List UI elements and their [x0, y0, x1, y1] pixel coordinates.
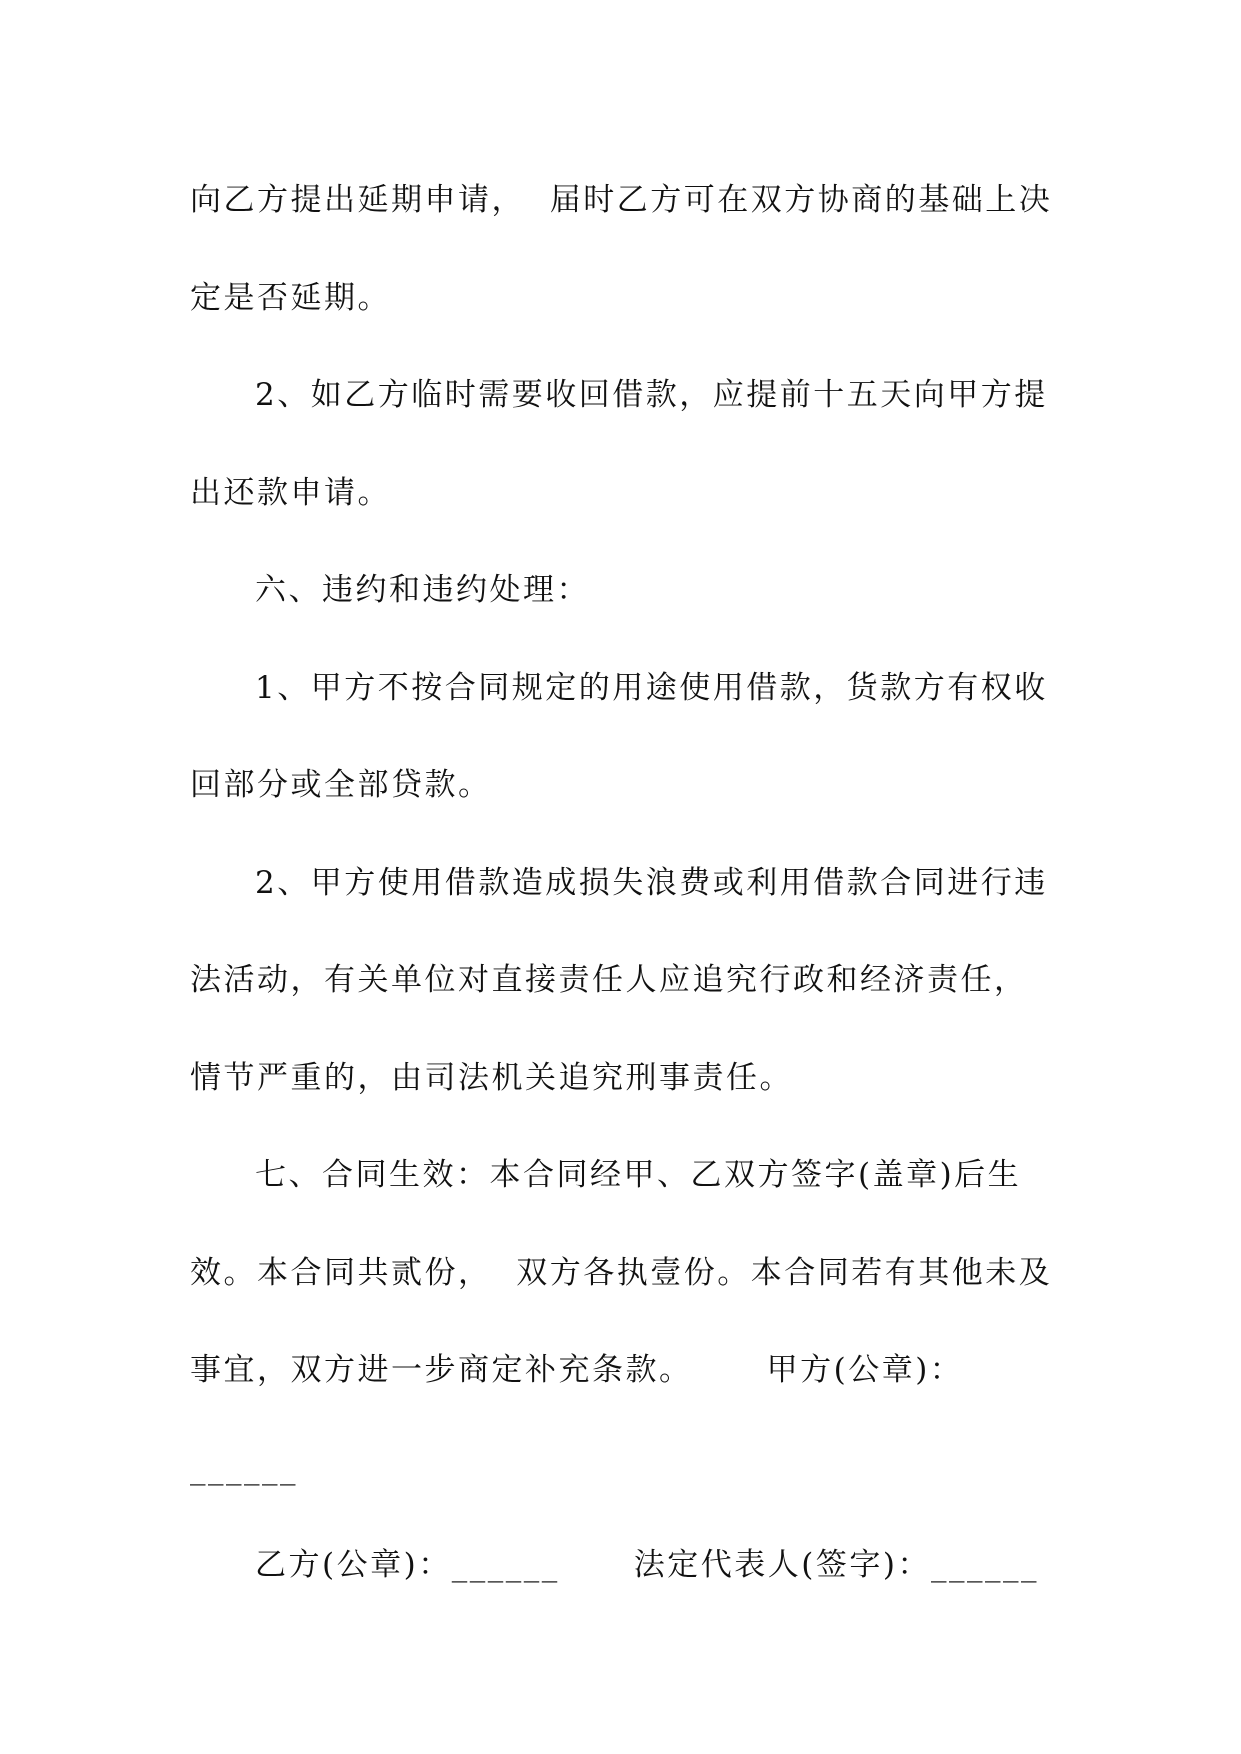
signature-blank: ______	[190, 1450, 298, 1486]
body-text-line: 回部分或全部贷款。	[190, 767, 492, 803]
body-text-line: 定是否延期。	[190, 280, 391, 316]
clause-text-line: 1、甲方不按合同规定的用途使用借款，货款方有权收	[255, 670, 1048, 706]
body-text-line: 情节严重的，由司法机关追究刑事责任。	[190, 1060, 793, 1096]
body-text-line: 出还款申请。	[190, 475, 391, 511]
body-text-line: 向乙方提出延期申请， 届时乙方可在双方协商的基础上决	[190, 182, 1053, 218]
clause-text-line: 2、如乙方临时需要收回借款，应提前十五天向甲方提	[255, 377, 1048, 413]
body-text-line: 法活动，有关单位对直接责任人应追究行政和经济责任，	[190, 962, 1028, 998]
signature-line: 乙方(公章)：______ 法定代表人(签字)：______	[255, 1547, 1039, 1583]
section-heading: 六、违约和违约处理：	[255, 572, 590, 608]
body-text-line: 事宜，双方进一步商定补充条款。 甲方(公章)：	[190, 1352, 964, 1388]
clause-text-line: 2、甲方使用借款造成损失浪费或利用借款合同进行违	[255, 865, 1048, 901]
body-text-line: 效。本合同共贰份， 双方各执壹份。本合同若有其他未及	[190, 1255, 1053, 1291]
section-heading: 七、合同生效：本合同经甲、乙双方签字(盖章)后生	[255, 1157, 1022, 1193]
